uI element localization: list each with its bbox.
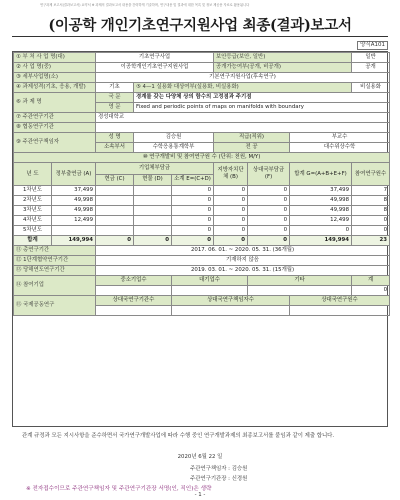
row-task-nature — [14, 83, 390, 93]
cost-subtotal: 0 — [172, 226, 214, 236]
cost-staff: 0 — [352, 216, 390, 226]
task-title-label: ⑥ 과 제 명 — [14, 93, 96, 113]
ministry-program-label: ① 부 처 사 업 명(대) — [14, 53, 96, 63]
row-program-name — [14, 63, 390, 73]
pi-label: ⑨ 주관연구책임자 — [14, 133, 96, 153]
pi-position-label: 직급(직위) — [214, 133, 290, 143]
companies-other-value — [248, 286, 352, 296]
task-nature-label: ④ 과제성격(기초, 응용, 개발) — [14, 83, 96, 93]
cost-subtotal: 0 — [172, 186, 214, 196]
total-period-value: 2017. 06. 01. ~ 2020. 05. 31. (36개월) — [96, 246, 390, 256]
disclosure-value: 공개 — [352, 63, 390, 73]
pi-name-value: 김승원 — [134, 133, 214, 143]
cost-staff: 8 — [352, 206, 390, 216]
cost-total-year: 합계 — [14, 236, 52, 246]
pi-dept-value: 수학응용통계학부 — [134, 143, 214, 153]
intl-researchers-header: 상대국연구원수 — [290, 296, 390, 306]
cost-total: 0 — [290, 226, 352, 236]
table-row — [14, 196, 390, 206]
cost-header-year: 년 도 — [14, 163, 52, 186]
companies-large-header: 대기업수 — [172, 276, 248, 286]
cost-cash — [96, 216, 134, 226]
intl-researchers-value — [290, 306, 390, 316]
cost-cash — [96, 206, 134, 216]
table-row — [14, 206, 390, 216]
cost-header-gov: 정부출연금 (A) — [52, 163, 96, 186]
cost-local: 0 — [214, 216, 248, 226]
companies-sum-value: 0 — [352, 286, 390, 296]
lead-institution-label: ⑦ 주관연구기관 — [14, 113, 96, 123]
cost-total-subtotal: 0 — [172, 236, 214, 246]
ministry-program-value: 기초연구사업 — [96, 53, 214, 63]
cost-subtotal: 0 — [172, 216, 214, 226]
cost-kind — [134, 216, 172, 226]
cost-year: 2차년도 — [14, 196, 52, 206]
cost-other: 0 — [248, 186, 290, 196]
partner-institution-value — [96, 123, 390, 133]
cost-header-other: 상대국부담금 (F) — [248, 163, 290, 186]
cost-total-total: 149,994 — [290, 236, 352, 246]
cost-cash — [96, 196, 134, 206]
cost-header-staff: 참여연구원수 — [352, 163, 390, 186]
intl-pis-header: 상대국연구책임자수 — [172, 296, 290, 306]
row-pi-name — [14, 133, 390, 143]
row-partner-institution — [14, 123, 390, 133]
cost-staff: 8 — [352, 196, 390, 206]
lead-institution-value: 경성대학교 — [96, 113, 390, 123]
cost-local: 0 — [214, 186, 248, 196]
task-title-ko-value: 경계를 갖는 다양체 상의 함수의 고정점과 주기점 — [134, 93, 390, 103]
table-total-row — [14, 236, 390, 246]
pi-dept-label: 소속부서 — [96, 143, 134, 153]
cost-header-local: 지방자치단체 (B) — [214, 163, 248, 186]
cost-header-subtotal: 소계 E=(C+D) — [172, 174, 214, 186]
row-intl-header — [14, 296, 390, 306]
total-period-label: ⑪ 총연구기간 — [14, 246, 96, 256]
year-period-value: 2019. 03. 01. ~ 2020. 05. 31. (15개월) — [96, 266, 390, 276]
disclosure-label: 공개가능여부(공개, 비공개) — [214, 63, 352, 73]
year-period-label: ⑬ 당해연도연구기간 — [14, 266, 96, 276]
task-title-ko-label: 국 문 — [96, 93, 134, 103]
cost-total: 37,499 — [290, 186, 352, 196]
intl-institutions-header: 상대국연구기관수 — [96, 296, 172, 306]
table-row — [14, 186, 390, 196]
submission-date: 2020년 6월 22 일 — [177, 454, 223, 460]
cost-gov: 49,998 — [52, 206, 96, 216]
pi-major-value: 대수위상수학 — [290, 143, 390, 153]
cost-total: 49,998 — [290, 206, 352, 216]
cost-total-kind: 0 — [134, 236, 172, 246]
cost-kind — [134, 226, 172, 236]
declaration-text: 관계 규정과 모든 지시사항을 준수하면서 국가연구개발사업에 따라 수행 중인 연구개발과제의 최종보고서를 붙임과 같이 제출 합니다. — [22, 433, 335, 439]
report-form-table — [13, 52, 390, 316]
cost-total-local: 0 — [214, 236, 248, 246]
cost-header-total: 합계 G=(A+B+E+F) — [290, 163, 352, 186]
cost-total: 49,998 — [290, 196, 352, 206]
row-companies-header — [14, 276, 390, 286]
cost-total-gov: 149,994 — [52, 236, 96, 246]
companies-label: ⑭ 참여기업 — [14, 276, 96, 296]
cost-other: 0 — [248, 226, 290, 236]
program-name-label: ② 사 업 명(중) — [14, 63, 96, 73]
row-sub-program — [14, 73, 390, 83]
form-id-badge: 양식A101 — [357, 41, 388, 50]
security-level-label: 보안등급(보안, 일반) — [214, 53, 352, 63]
stage1-period-value: 기재하지 않음 — [96, 256, 390, 266]
cost-total-other: 0 — [248, 236, 290, 246]
cost-section-title: ⑩ 연구개발비 및 참여연구원 수 (단위: 천원, M/Y) — [14, 153, 390, 163]
cost-year: 5차년도 — [14, 226, 52, 236]
document-title: (이공학 개인기초연구지원사업 최종(결과)보고서 — [48, 17, 352, 34]
sub-program-label: ③ 세부사업명(소) — [14, 73, 96, 83]
row-stage1-period — [14, 256, 390, 266]
partner-institution-label: ⑧ 협동연구기관 — [14, 123, 96, 133]
cost-other: 0 — [248, 206, 290, 216]
cost-gov: 37,499 — [52, 186, 96, 196]
cost-year: 1차년도 — [14, 186, 52, 196]
cost-subtotal: 0 — [172, 206, 214, 216]
stage1-period-label: ⑫ 1단계협약연구기간 — [14, 256, 96, 266]
report-form — [12, 51, 388, 427]
row-cost-header-1 — [14, 163, 390, 175]
companies-sum-header: 계 — [352, 276, 390, 286]
cost-total-staff: 23 — [352, 236, 390, 246]
cost-staff: 7 — [352, 186, 390, 196]
cost-total: 12,499 — [290, 216, 352, 226]
companies-large-value — [172, 286, 248, 296]
cost-total-cash: 0 — [96, 236, 134, 246]
intl-research-label: ⑮ 국제공동연구 — [14, 296, 96, 316]
cost-kind — [134, 186, 172, 196]
cost-local: 0 — [214, 196, 248, 206]
cost-other: 0 — [248, 216, 290, 226]
cost-staff: 0 — [352, 226, 390, 236]
table-row — [14, 226, 390, 236]
cost-other: 0 — [248, 196, 290, 206]
task-nature-value: 기초 — [96, 83, 134, 93]
cost-header-corp: 기업체부담금 — [96, 163, 214, 175]
cost-gov: 49,998 — [52, 196, 96, 206]
cost-kind — [134, 206, 172, 216]
cost-gov — [52, 226, 96, 236]
row-lead-institution — [14, 113, 390, 123]
header-note: 연구과제 보고서(결과보고서) 요약서 ※ 과제의 결과보고서 내용을 간략하게 기술하며, 연구내용 및 결과에 대한 목록 및 정보 제공용 자료로 활용됩니다 — [40, 3, 250, 7]
cost-cash — [96, 186, 134, 196]
companies-other-header: 기타 — [248, 276, 352, 286]
commercialization-value: 비실용화 — [352, 83, 390, 93]
row-year-period — [14, 266, 390, 276]
title-divider — [12, 36, 388, 37]
pi-signature: 주관연구책임자 : 김승원 — [190, 466, 248, 472]
task-title-en-label: 영 문 — [96, 103, 134, 113]
cost-subtotal: 0 — [172, 196, 214, 206]
row-total-period — [14, 246, 390, 256]
page-number: - 1 - — [194, 492, 206, 498]
commercialization-label: ⑤ 4—1 실용화 대상여부(실용화, 비실용화) — [134, 83, 352, 93]
companies-sme-value — [96, 286, 172, 296]
security-level-value: 일반 — [352, 53, 390, 63]
row-task-title-ko — [14, 93, 390, 103]
cost-gov: 12,499 — [52, 216, 96, 226]
companies-sme-header: 중소기업수 — [96, 276, 172, 286]
cost-year: 4차년도 — [14, 216, 52, 226]
intl-pis-value — [172, 306, 290, 316]
cost-header-cash: 현금 (C) — [96, 174, 134, 186]
program-name-value: 이공학개인기초연구지원사업 — [96, 63, 214, 73]
footnote: ※ 전자접수이므로 주관연구책임자 및 주관연구기관장 서명(인, 직인)은 생략 — [26, 486, 212, 492]
cost-year: 3차년도 — [14, 206, 52, 216]
cost-cash — [96, 226, 134, 236]
task-title-en-value: Fixed and periodic points of maps on manifolds with boundary — [134, 103, 390, 113]
row-ministry-program — [14, 53, 390, 63]
sub-program-value: 기본연구지원사업(후속연구) — [96, 73, 390, 83]
institution-head-signature: 주관연구기관장 : 신경원 — [190, 476, 248, 482]
cost-local: 0 — [214, 226, 248, 236]
table-row — [14, 216, 390, 226]
intl-institutions-value — [96, 306, 172, 316]
pi-name-label: 성 명 — [96, 133, 134, 143]
row-cost-title — [14, 153, 390, 163]
cost-kind — [134, 196, 172, 206]
cost-local: 0 — [214, 206, 248, 216]
cost-header-kind: 현물 (D) — [134, 174, 172, 186]
pi-position-value: 부교수 — [290, 133, 390, 143]
pi-major-label: 전 공 — [214, 143, 290, 153]
